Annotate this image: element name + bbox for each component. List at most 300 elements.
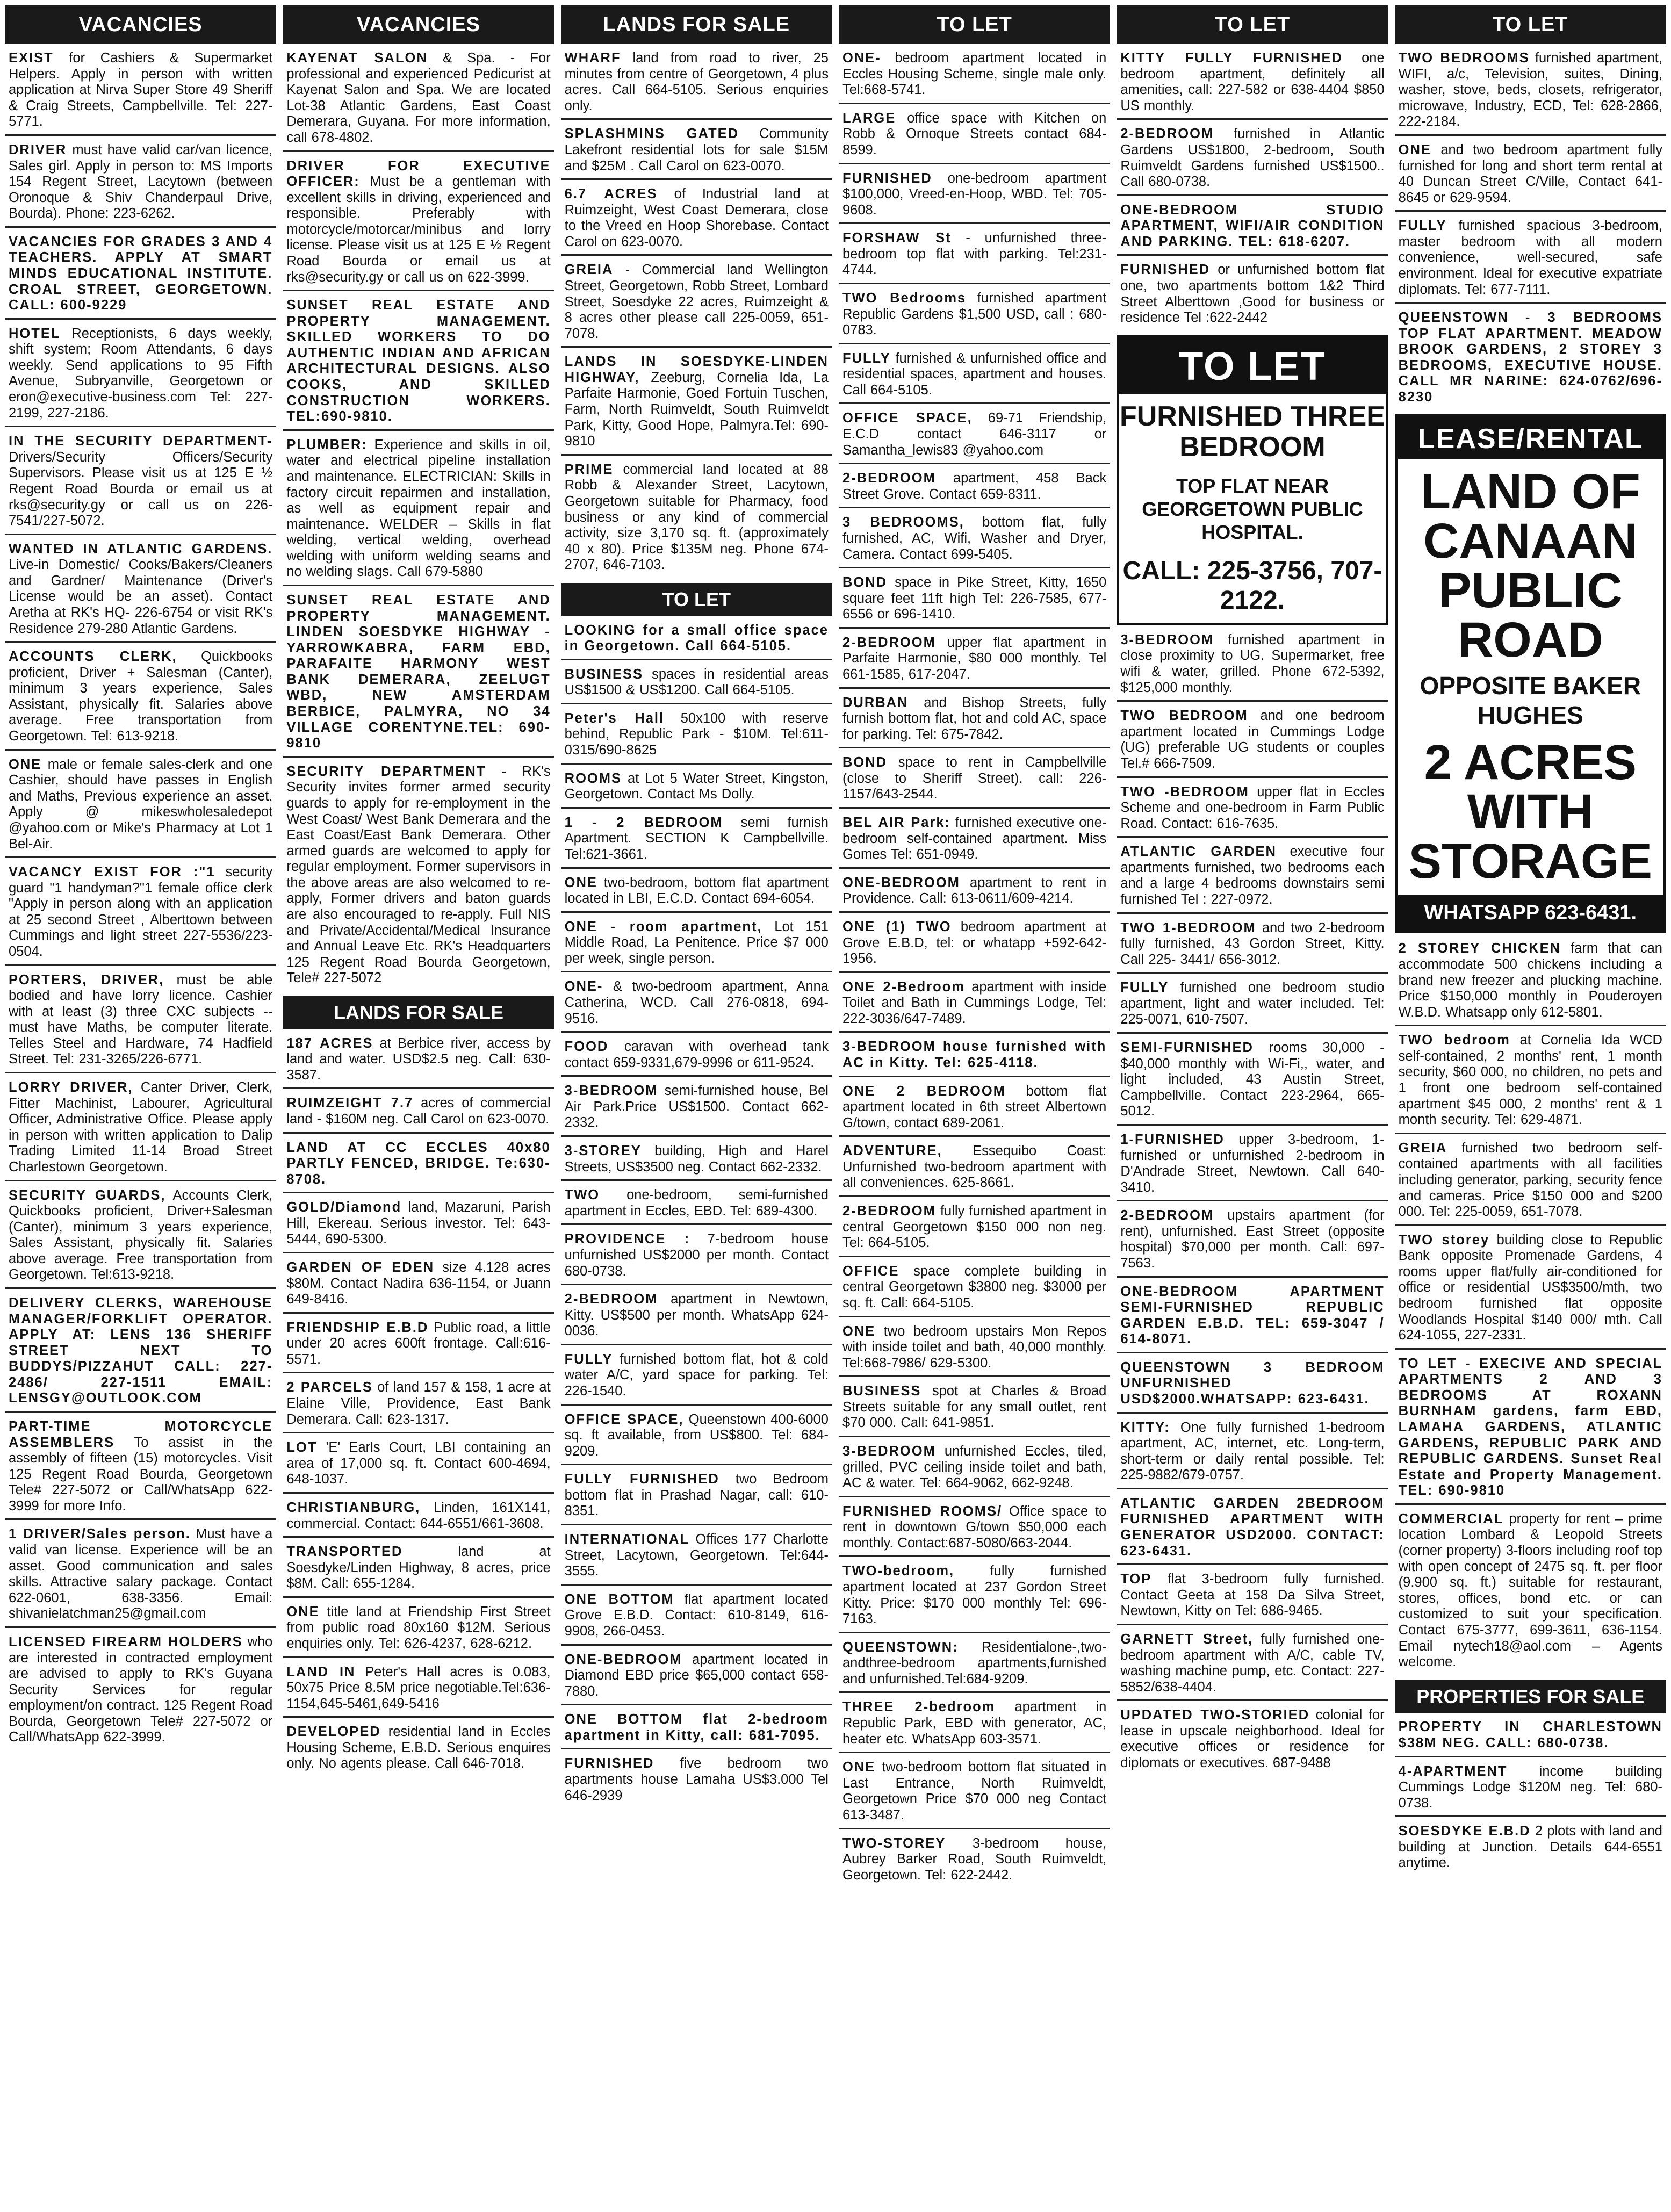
- classified-ad: [561, 1289, 832, 1345]
- classified-ad: [839, 169, 1110, 225]
- ad-text: semi-furnished house, Bel Air Park.Price US$1500. Contact 662-2332.: [564, 1083, 829, 1130]
- ad-lead: 6.7 ACRES: [564, 186, 658, 202]
- classified-ad: [561, 917, 832, 973]
- ad-lead: 1-FURNISHED: [1120, 1132, 1225, 1147]
- ad-text: semi furnish Apartment. SECTION K Campbellville. Tel:621-3661.: [564, 815, 829, 862]
- ad-lead: FULLY: [564, 1351, 613, 1367]
- classified-ad: [1395, 308, 1666, 409]
- classified-ad: [561, 1229, 832, 1285]
- ad-lead: TWO BEDROOM: [1120, 708, 1248, 724]
- classified-ad: [561, 665, 832, 704]
- ad-lead: 3-BEDROOM house furnished with AC in Kitty. Tel: 625-4118.: [842, 1039, 1107, 1070]
- ad-text: who are interested in contracted employment are advised to apply to RK's Guyana Security Services for regular employment/on contract. 125 Regent Road Bourda, Georgetown Tele# 227-5072 or Call/WhatsApp 622-3999.: [9, 1634, 273, 1745]
- ad-text: Drivers/Security Officers/Security Supervisors. Please visit us at 125 E ½ Regent Road Bourda or email us at rks@security.gy or call us on 226-7541/227-5072.: [9, 449, 273, 529]
- classified-ad: [1395, 140, 1666, 212]
- classified-ad: [283, 1318, 553, 1374]
- classified-ad: [839, 1638, 1110, 1694]
- ad-text: Offices 177 Charlotte Street, Lacytown, Georgetown. Tel:644-3555.: [564, 1532, 829, 1579]
- classified-ad: [561, 709, 832, 765]
- ad-lead: ONE (1) TWO: [842, 919, 952, 934]
- ad-text: Lot 151 Middle Road, La Penitence. Price $7 000 per week, single person.: [564, 919, 829, 966]
- classified-ad: [283, 1378, 553, 1433]
- ad-lead: ONE: [842, 1760, 876, 1775]
- ad-text: residential land in Eccles Housing Scheme, E.B.D. Serious enquires only. No agents please. Call 646-7018.: [286, 1724, 551, 1771]
- classified-ad: [5, 1632, 276, 1750]
- ad-lead: SUNSET REAL ESTATE AND PROPERTY MANAGEMENT. SKILLED WORKERS TO DO AUTHENTIC INDIAN AND AFRICAN ARCHITECTURAL DESIGNS. ALSO COOKS, AND SKILLED CONSTRUCTION WORKERS. TEL:690-9810.: [286, 298, 551, 424]
- ads-list: [283, 1034, 553, 1776]
- ad-text: furnished apartment Republic Gardens $1,500 USD, call : 680-0783.: [842, 291, 1107, 338]
- ad-lead: TWO Bedrooms: [842, 291, 967, 306]
- ads-list: [1395, 939, 1666, 1674]
- classified-ad: [561, 1469, 832, 1525]
- column-6: [1395, 5, 1666, 2208]
- ad-text: one bedroom apartment, definitely all amenities, call: 227-582 or 638-4404 $850 US monthly.: [1120, 51, 1385, 113]
- classified-ad: [561, 1350, 832, 1406]
- ad-text: upper flat in Eccles Scheme and one-bedroom in Farm Public Road. Contact: 616-7635.: [1120, 784, 1385, 831]
- ad-lead: 3-BEDROOM: [842, 1443, 936, 1459]
- ad-text: furnished executive one-bedroom self-contained apartment. Miss Gomes Tel: 651-0949.: [842, 815, 1107, 862]
- classified-ad: [5, 232, 276, 320]
- ad-lead: 2-BEDROOM: [564, 1292, 658, 1307]
- ad-text: for Cashiers & Supermarket Helpers. Apply in person with written application at Nirva Super Store 49 Sheriff & Craig Streets, Campbellville. Tel: 227-5771.: [9, 51, 273, 129]
- ad-lead: 2-BEDROOM: [842, 471, 936, 486]
- classified-ad: [561, 1754, 832, 1808]
- classified-ad: [1117, 630, 1387, 702]
- ad-text: Zeeburg, Cornelia Ida, La Parfaite Harmonie, Goed Fortuin Tuschen, Farm, North Ruimveldt, South Ruimveldt Park, Kitty, Good Hope, Palmyra.Tel: 690-9810: [564, 370, 829, 449]
- ad-text: Must be a gentleman with excellent skills in driving, experienced and responsible. Preferably with motorcycle/motorcar/minibus and lorry license. Please visit us at 125 E ½ Regent Road Bourda or email us at rks@security.gy or call us on 622-3999.: [286, 174, 551, 285]
- column-2: [283, 5, 553, 2208]
- ad-text: apartment in Newtown, Kitty. US$500 per month. WhatsApp 624-0036.: [564, 1292, 829, 1339]
- classified-ad: [1117, 200, 1387, 256]
- ad-lead: DRIVER: [9, 142, 67, 157]
- ad-text: fully furnished apartment located at 237 Gordon Street Kitty. Price: $170 000 monthly Tel: 696-7163.: [842, 1563, 1107, 1627]
- classified-ad: [283, 1138, 553, 1194]
- ad-lead: 2-BEDROOM: [1120, 1208, 1214, 1223]
- ad-text: furnished in Atlantic Gardens US$1800, 2-bedroom, South Ruimveldt Gardens furnished US$1500.. Call 680-0738.: [1120, 126, 1385, 190]
- ad-lead: QUEENSTOWN - 3 BEDROOMS TOP FLAT APARTMENT. MEADOW BROOK GARDENS, 2 STOREY 3 BEDROOMS, EXECUTIVE HOUSE. CALL MR NARINE: 624-0762/696-8230: [1398, 310, 1662, 405]
- ad-text: fully furnished apartment in central Georgetown $150 000 non neg. Tel: 664-5105.: [842, 1204, 1107, 1251]
- ad-lead: 1 DRIVER/Sales person.: [9, 1526, 191, 1542]
- ad-lead: TWO-bedroom,: [842, 1563, 955, 1579]
- ad-lead: FURNISHED: [842, 170, 932, 186]
- ad-text: size 4.128 acres $80M. Contact Nadira 636-1154, or Juann 649-8416.: [286, 1259, 551, 1307]
- ad-text: Live-in Domestic/ Cooks/Bakers/Cleaners and Gardner/ Maintenance (Driver's License would be an asset). Contact Aretha at RK's HQ- 226-6754 or visit RK's Residence 279-280 Atlantic Gardens.: [9, 557, 273, 636]
- classified-ad: [283, 156, 553, 292]
- ad-lead: 2-BEDROOM: [842, 635, 936, 650]
- ad-text: Canter Driver, Clerk, Fitter Machinist, Labourer, Agricultural Officer, Administrative Office. Please apply in person with written application to Dalip Trading Limited 11-14 Broad Street Charlestown Georgetown.: [9, 1080, 273, 1175]
- lease-ad-heading: LEASE/RENTAL: [1398, 416, 1663, 459]
- classified-ad: [561, 977, 832, 1033]
- classified-ad: [839, 228, 1110, 284]
- classified-ad: [839, 633, 1110, 689]
- ad-lead: RUIMZEIGHT 7.7: [286, 1096, 414, 1111]
- classified-ad: [1117, 918, 1387, 974]
- classified-columns: [5, 5, 1666, 2208]
- ad-text: and one bedroom apartment located in Cummings Lodge (UG) preferable UG students or couples Tel.# 666-7509.: [1120, 708, 1385, 771]
- ad-lead: ONE-: [564, 979, 603, 995]
- ad-text: Receptionists, 6 days weekly, shift system; Room Attendants, 6 days weekly. Send applications to 95 Fifth Avenue, Subryanville, Georgetown or eron@executive-business.com Tel: 227-2199, 227-2186.: [9, 326, 273, 421]
- ad-text: spaces in residential areas US$1500 & US$1200. Call 664-5105.: [564, 666, 829, 698]
- ad-lead: GREIA: [1398, 1140, 1447, 1156]
- ad-text: and two 2-bedroom fully furnished, 43 Gordon Street, Kitty. Call 225- 3441/ 656-3012.: [1120, 920, 1385, 967]
- classified-ad: [839, 289, 1110, 344]
- classified-ad: [1117, 1038, 1387, 1126]
- classified-ad: [561, 1037, 832, 1077]
- ad-text: space complete building in central Georgetown $3800 neg. $3000 per sq. ft. Call: 664-5105.: [842, 1263, 1107, 1310]
- ad-lead: ATLANTIC GARDEN: [1120, 844, 1277, 860]
- ad-lead: Peter's Hall: [564, 710, 665, 726]
- ads-list: [561, 48, 832, 578]
- classified-ad: [839, 1502, 1110, 1558]
- classified-ad: [1117, 782, 1387, 838]
- display-ad-box: [1117, 335, 1387, 625]
- ad-lead: VACANCIES FOR GRADES 3 AND 4 TEACHERS. APPLY AT SMART MINDS EDUCATIONAL INSTITUTE. CROAL STREET, GEORGETOWN. CALL: 600-9229: [9, 234, 273, 313]
- column-heading: TO LET: [839, 5, 1110, 44]
- ad-lead: TO LET - EXECIVE AND SPECIAL APARTMENTS 2 AND 3 BEDROOMS AT ROXANN BURNHAM gardens, farm EBD, LAMAHA GARDENS, ATLANTIC GARDENS, REPUBLIC PARK AND REPUBLIC GARDENS. Sunset Real Estate and Property Management. TEL: 690-9810: [1398, 1356, 1662, 1498]
- ad-text: 'E' Earls Court, LBI containing an area of 17,000 sq. ft. Contact 600-4694, 648-1037.: [286, 1440, 551, 1487]
- ad-text: building, High and Harel Streets, US$3500 neg. Contact 662-2332.: [564, 1143, 829, 1175]
- classified-ad: [839, 1697, 1110, 1753]
- ad-lead: 4-APARTMENT: [1398, 1763, 1508, 1779]
- classified-ad: [561, 813, 832, 869]
- classified-ad: [561, 352, 832, 455]
- ad-lead: BUSINESS: [842, 1384, 921, 1399]
- ad-text: Community Lakefront residential lots for sale $15M and $25M . Call Carol on 623-0070.: [564, 126, 829, 174]
- ad-text: flat 3-bedroom fully furnished. Contact Geeta at 158 Da Silva Street, Newtown, Kitty on Tel: 686-9465.: [1120, 1572, 1385, 1619]
- classified-ad: [839, 1442, 1110, 1497]
- column-heading: TO LET: [1395, 5, 1666, 44]
- ad-lead: ONE - room apartment,: [564, 919, 762, 934]
- ad-text: caravan with overhead tank contact 659-9331,679-9996 or 611-9524.: [564, 1039, 829, 1070]
- classified-ad: [283, 435, 553, 586]
- classified-ad: [1395, 1509, 1666, 1675]
- ad-lead: 2 PARCELS: [286, 1380, 373, 1395]
- ad-text: apartment with inside Toilet and Bath in Cummings Lodge, Tel: 222-3036/647-7489.: [842, 979, 1107, 1026]
- classified-ad: [561, 260, 832, 348]
- classified-ad: [561, 1590, 832, 1646]
- ad-text: building close to Republic Bank opposite Promenade Gardens, 4 rooms upper flat/fully air-conditioned for office or residential US$3500/mth, two bedroom furnished flat opposite Woodlands Hospital $140 000/ mth. Call 624-1055, 227-2331.: [1398, 1232, 1662, 1343]
- classified-ad: [839, 408, 1110, 464]
- classified-ad: [839, 1141, 1110, 1197]
- section-heading: TO LET: [561, 583, 832, 616]
- classified-ad: [1395, 939, 1666, 1026]
- ad-lead: SECURITY GUARDS,: [9, 1187, 166, 1203]
- ad-lead: ONE-BEDROOM STUDIO APARTMENT, WIFI/AIR CONDITION AND PARKING. TEL: 618-6207.: [1120, 202, 1385, 249]
- ad-lead: ONE-BEDROOM: [842, 875, 960, 890]
- classified-ad: [283, 1602, 553, 1658]
- ad-text: furnished apartment, WIFI, a/c, Television, suites, Dining, washer, stove, beds, closets, refrigerator, microwave, Industry, ECD, Tel: 628-2866, 222-2184.: [1398, 51, 1662, 129]
- ads-list: [561, 621, 832, 1808]
- column-heading: TO LET: [1117, 5, 1387, 44]
- classified-ad: [561, 184, 832, 256]
- ad-lead: 2 STOREY CHICKEN: [1398, 941, 1561, 956]
- ad-text: Peter's Hall acres is 0.083, 50x75 Price 8.5M price negotiable.Tel:636-1154,645-5461,649-5416: [286, 1664, 551, 1711]
- classified-ad: [283, 1542, 553, 1598]
- ad-lead: ONE-BEDROOM: [564, 1652, 682, 1667]
- ad-text: must be able bodied and have lorry licence. Cashier with at least (3) three CXC subjects -- must have Maths, be computer literate. Telles Steel and Hardware, 74 Hadfield Street. Tel: 231-3265/226-6771.: [9, 972, 273, 1067]
- ad-lead: FOOD: [564, 1039, 609, 1055]
- ad-lead: LARGE: [842, 110, 896, 126]
- ad-text: commercial land located at 88 Robb & Alexander Street, Lacytown, Georgetown suitable for Pharmacy, food business or any kind of commercial activity, size 3,170 sq. ft. (approximately 40 x 80). Price $135M neg. Phone 674-2707, 646-7103.: [564, 462, 829, 573]
- ad-text: bottom flat apartment located in 6th street Albertown G/town, contact 689-2061.: [842, 1083, 1107, 1130]
- classified-ad: [561, 48, 832, 120]
- ad-text: at Cornelia Ida WCD self-contained, 2 months' rent, 1 month security, $60 000, no children, no pets and 1 front one bedroom self-contained apartment $45 000, 2 months' rent & 1 month security. Tel: 629-4871.: [1398, 1033, 1662, 1128]
- ad-lead: TRANSPORTED: [286, 1544, 403, 1560]
- ads-list: [283, 48, 553, 991]
- ad-lead: ONE: [286, 1604, 320, 1619]
- classified-ad: [1395, 1031, 1666, 1134]
- classified-ad: [283, 296, 553, 431]
- ad-lead: SPLASHMINS GATED: [564, 126, 739, 142]
- ad-lead: INTERNATIONAL: [564, 1532, 689, 1547]
- ad-lead: LOOKING for a small office space in Georgetown. Call 664-5105.: [564, 622, 829, 654]
- classified-ad: [839, 513, 1110, 568]
- classified-ad: [1395, 216, 1666, 304]
- ad-text: space in Pike Street, Kitty, 1650 square feet 11ft high Tel: 226-7585, 677-6556 or 696-1410.: [842, 575, 1107, 622]
- classified-ad: [561, 460, 832, 578]
- ad-text: flat apartment located Grove E.B.D. Contact: 610-8149, 616-9908, 266-0453.: [564, 1591, 829, 1639]
- ad-lead: COMMERCIAL: [1398, 1511, 1504, 1526]
- ad-lead: LAND AT CC ECCLES 40x80 PARTLY FENCED, BRIDGE. Te:630-8708.: [286, 1140, 551, 1187]
- ad-text: To assist in the assembly of fifteen (15) motorcycles. Visit 125 Regent Road Bourda, Georgetown Tele# 227-5072 or Call/WhatsApp 622-3999 for more Info.: [9, 1435, 273, 1514]
- classified-ad: [5, 1293, 276, 1413]
- ad-lead: TWO bedroom: [1398, 1033, 1510, 1048]
- ad-lead: 3-BEDROOM: [564, 1083, 658, 1099]
- classified-ad: [5, 970, 276, 1073]
- ad-text: at Lot 5 Water Street, Kingston, Georgetown. Contact Ms Dolly.: [564, 770, 829, 802]
- ad-lead: QUEENSTOWN 3 BEDROOM UNFURNISHED USD$2000.WHATSAPP: 623-6431.: [1120, 1359, 1385, 1407]
- ad-lead: BEL AIR Park:: [842, 815, 951, 831]
- ad-lead: FURNISHED ROOMS/: [842, 1503, 1003, 1519]
- ad-text: apartment in Republic Park, EBD with generator, AC, heater etc. WhatsApp 603-3571.: [842, 1699, 1107, 1747]
- ad-lead: TOP: [1120, 1572, 1152, 1587]
- classified-ad: [283, 1034, 553, 1090]
- ads-list: [5, 48, 276, 1750]
- ad-lead: PRIME: [564, 462, 614, 477]
- ad-text: Experience and skills in oil, water and electrical pipeline installation and maintenance. ELECTRICIAN: Skills in factory circuit repairmen and installation, as well as equipment repair and maintenance. WELDER – Skills in flat welding, vertical welding, overhead welding with uniform welding seams and no welding slags. Call 679-5880: [286, 437, 551, 580]
- classified-ad: [5, 862, 276, 966]
- ad-lead: KITTY FULLY FURNISHED: [1120, 51, 1343, 66]
- ad-lead: FORSHAW St: [842, 230, 952, 246]
- classified-ad: [1395, 1821, 1666, 1876]
- ad-text: office space with Kitchen on Robb & Ornoque Streets contact 684-8599.: [842, 110, 1107, 157]
- ad-lead: GOLD/Diamond: [286, 1200, 402, 1215]
- ad-lead: FRIENDSHIP E.B.D: [286, 1320, 429, 1335]
- classified-ad: [5, 1524, 276, 1627]
- ad-text: furnished one bedroom studio apartment, light and water included. Tel: 225-0071, 610-7507.: [1120, 980, 1385, 1027]
- classified-ad: [839, 977, 1110, 1033]
- classified-ad: [5, 1186, 276, 1289]
- ads-list: [1395, 1717, 1666, 1876]
- ad-lead: PART-TIME MOTORCYCLE ASSEMBLERS: [9, 1419, 273, 1450]
- ad-text: apartment, 458 Back Street Grove. Contact 659-8311.: [842, 471, 1107, 502]
- ad-text: bottom flat, fully furnished, AC, Wifi, Washer and Dryer, Camera. Contact 699-5405.: [842, 515, 1107, 562]
- column-3: [561, 5, 832, 2208]
- ad-lead: BOND: [842, 575, 888, 590]
- ad-lead: FULLY FURNISHED: [564, 1472, 719, 1487]
- ad-text: bedroom apartment at Grove E.B.D, tel: or whatapp +592-642-1956.: [842, 919, 1107, 967]
- classified-ad: [5, 48, 276, 136]
- ad-lead: ROOMS: [564, 770, 622, 786]
- ad-text: executive four apartments furnished, two bedrooms each and a large 4 bedrooms downstairs semi furnished Tel : 227-0972.: [1120, 844, 1385, 907]
- ad-text: & Spa. - For professional and experienced Pedicurist at Kayenat Salon and Spa. We are located Lot-38 Atlantic Gardens, East Coast Demerara, Guyana. For more information, call 678-4802.: [286, 51, 551, 145]
- classified-ad: [839, 1561, 1110, 1633]
- ad-lead: LICENSED FIREARM HOLDERS: [9, 1634, 243, 1649]
- ad-lead: ONE 2 BEDROOM: [842, 1083, 1006, 1099]
- classified-ad: [1117, 1130, 1387, 1201]
- classified-ad: [5, 1417, 276, 1520]
- ad-text: One fully furnished 1-bedroom apartment, AC, internet, etc. Long-term, short-term or daily rental possible. Tel: 225-9882/679-0757.: [1120, 1420, 1385, 1483]
- ad-text: fully furnished one-bedroom apartment with A/C, cable TV, washing machine pump, etc. Contact: 227-5852/638-4404.: [1120, 1631, 1385, 1695]
- display-ad-phone: CALL: 225-3756, 707-2122.: [1122, 556, 1382, 615]
- lease-ad-location: LAND OF CANAAN PUBLIC ROAD: [1420, 464, 1640, 667]
- ad-text: one-bedroom apartment $100,000, Vreed-en-Hoop, WBD. Tel: 705-9608.: [842, 170, 1107, 218]
- classified-ad: [561, 1410, 832, 1466]
- classified-ad: [283, 762, 553, 991]
- ad-text: Quickbooks proficient, Driver + Salesman (Canter), minimum 3 years experience, Sales Assistant, physically fit. Salaries above average. Free transportation from Georgetown. Tel: 613-9218.: [9, 649, 273, 744]
- ad-text: upper 3-bedroom, 1-furnished or unfurnished 2-bedroom in D'Andrade Street, Newtown. Call 640-3410.: [1120, 1132, 1385, 1195]
- classified-ad: [5, 140, 276, 228]
- ads-list: [1117, 48, 1387, 330]
- column-heading: VACANCIES: [5, 5, 276, 44]
- lease-ad-contact: WHATSAPP 623-6431.: [1398, 895, 1663, 931]
- classified-ad: [1117, 706, 1387, 777]
- ad-text: male or female sales-clerk and one Cashier, should have passes in English and Maths, Previous experience an asset. Apply @ mikeswholesaledepot @yahoo.com or Mike's Pharmacy at Lot 1 Bel-Air.: [9, 756, 273, 852]
- classified-ad: [839, 873, 1110, 913]
- classified-ad: [839, 1322, 1110, 1378]
- ad-lead: GARDEN OF EDEN: [286, 1259, 435, 1275]
- ad-lead: DURBAN: [842, 695, 909, 710]
- ad-lead: CHRISTIANBURG,: [286, 1500, 421, 1515]
- lease-ad-box: [1395, 414, 1666, 934]
- classified-ad: [839, 1082, 1110, 1137]
- classified-ad: [283, 1498, 553, 1538]
- ad-lead: QUEENSTOWN:: [842, 1639, 959, 1655]
- ad-text: title land at Friendship First Street from public road 80x160 $12M. Serious enquiries only. Tel: 626-4237, 628-6212.: [286, 1604, 551, 1651]
- ad-lead: 3-STOREY: [564, 1143, 642, 1159]
- classified-ad: [283, 1198, 553, 1253]
- ad-text: & two-bedroom apartment, Anna Catherina, WCD. Call 276-0818, 694-9516.: [564, 979, 829, 1026]
- ad-text: must have valid car/van licence, Sales girl. Apply in person to: MS Imports 154 Regent Street, Lacytown (between Oronoque & Shiv Chanderpaul Drive, Bourda). Phone: 223-6262.: [9, 142, 273, 221]
- ad-lead: ONE-: [842, 51, 881, 66]
- ad-text: two Bedroom bottom flat in Prashad Nagar, call: 610-8351.: [564, 1472, 829, 1519]
- classified-ad: [839, 1757, 1110, 1829]
- classified-ad: [5, 755, 276, 858]
- ad-lead: VACANCY EXIST FOR :"1: [9, 864, 215, 880]
- ad-text: of land 157 & 158, 1 acre at Elaine Ville, Providence, East Bank Demerara. Call: 623-1317.: [286, 1380, 551, 1427]
- ad-lead: THREE 2-bedroom: [842, 1699, 996, 1715]
- ad-lead: FULLY: [1120, 980, 1169, 996]
- ad-text: five bedroom two apartments house Lamaha US$3.000 Tel 646-2939: [564, 1756, 829, 1803]
- ad-lead: GREIA: [564, 262, 614, 278]
- ad-lead: SECURITY DEPARTMENT: [286, 763, 486, 779]
- classified-ad: [1395, 1230, 1666, 1350]
- ad-lead: FULLY: [842, 350, 891, 366]
- classified-ad: [1117, 1206, 1387, 1277]
- ad-text: furnished apartment in close proximity to UG. Supermarket, free wifi & water, grilled. Phone 672-5392, $125,000 monthly.: [1120, 632, 1385, 695]
- ad-text: Accounts Clerk, Quickbooks proficient, Driver+Salesman (Canter), minimum 3 years experience, Sales Assistant, physically fit. Salaries above average. Free transportation from Georgetown. Tel:613-9218.: [9, 1187, 273, 1282]
- ad-lead: ACCOUNTS CLERK,: [9, 649, 177, 665]
- classified-ad: [283, 1662, 553, 1718]
- ad-text: space to rent in Campbellville (close to Sheriff Street). call: 226-1157/643-2544.: [842, 755, 1107, 802]
- ad-lead: SOESDYKE E.B.D: [1398, 1824, 1531, 1839]
- ad-text: bedroom apartment located in Eccles Housing Scheme, single male only. Tel:668-5741.: [842, 51, 1107, 98]
- display-ad-location: TOP FLAT NEAR GEORGETOWN PUBLIC HOSPITAL.: [1142, 474, 1363, 544]
- ad-lead: 3-BEDROOM: [1120, 632, 1214, 647]
- ad-text: income building Cummings Lodge $120M neg. Tel: 680-0738.: [1398, 1763, 1662, 1811]
- ad-lead: ADVENTURE,: [842, 1143, 942, 1159]
- ad-text: furnished & unfurnished office and residential spaces, apartment and houses. Call 664-5105.: [842, 350, 1107, 398]
- ad-text: furnished bottom flat, hot & cold water A/C, yard space for parking. Tel: 226-1540.: [564, 1351, 829, 1399]
- ad-text: - unfurnished three-bedroom top flat with parking. Tel:231-4744.: [842, 230, 1107, 278]
- ad-lead: ONE BOTTOM flat 2-bedroom apartment in Kitty, call: 681-7095.: [564, 1712, 829, 1743]
- classified-ad: [1117, 1358, 1387, 1414]
- classified-ad: [5, 431, 276, 535]
- ads-list: [1117, 630, 1387, 1776]
- ad-text: furnished spacious 3-bedroom, master bedroom with all modern convenience, well-secured, safe environment. Ideal for executive expatriate diplomats. Tel: 677-7111.: [1398, 218, 1662, 297]
- ad-text: two bedroom upstairs Mon Repos with inside toilet and bath, 40,000 monthly. Tel:668-7986/ 629-5300.: [842, 1323, 1107, 1371]
- ad-lead: ONE: [9, 756, 42, 772]
- classified-ad: [839, 753, 1110, 809]
- classified-ad: [561, 621, 832, 660]
- classified-ad: [839, 1381, 1110, 1437]
- classified-ad: [839, 917, 1110, 973]
- classified-ad: [1117, 124, 1387, 196]
- classified-ad: [561, 1530, 832, 1586]
- ad-lead: OFFICE SPACE,: [564, 1411, 684, 1427]
- ad-lead: SUNSET REAL ESTATE AND PROPERTY MANAGEMENT. LINDEN SOESDYKE HIGHWAY - YARROWKABRA, FARM EBD, PARAFAITE HARMONY WEST BANK DEMERARA, ZEELUGT WBD, NEW AMSTERDAM BERBICE, PALMYRA, NO 34 VILLAGE CORENTYNE.TEL: 690-9810: [286, 593, 551, 751]
- section-heading: LANDS FOR SALE: [283, 996, 553, 1029]
- column-1: [5, 5, 276, 2208]
- classified-ad: [839, 1834, 1110, 1888]
- display-ad-title: FURNISHED THREE BEDROOM: [1119, 400, 1385, 463]
- ad-lead: FURNISHED: [1120, 262, 1211, 278]
- classified-ad: [1395, 1354, 1666, 1505]
- ad-lead: TWO-STOREY: [842, 1835, 946, 1851]
- ads-list: [1395, 48, 1666, 410]
- ad-text: furnished two bedroom self-contained apartments with all facilities including generator, parking, security fence and cameras. Price $150 000 and $200 000. Tel: 225-0059, 651-7078.: [1398, 1140, 1662, 1220]
- classified-ad: [839, 1037, 1110, 1077]
- column-5: [1117, 5, 1387, 2208]
- ad-lead: PROVIDENCE :: [564, 1231, 690, 1247]
- classified-ad: [283, 590, 553, 758]
- ad-lead: SEMI-FURNISHED: [1120, 1040, 1254, 1056]
- ad-lead: HOTEL: [9, 326, 61, 341]
- ad-lead: BOND: [842, 755, 888, 770]
- ad-lead: 1 - 2 BEDROOM: [564, 815, 723, 830]
- ad-text: one-bedroom, semi-furnished apartment in Eccles, EBD. Tel: 689-4300.: [564, 1187, 829, 1219]
- classified-ad: [1117, 260, 1387, 330]
- ad-text: spot at Charles & Broad Streets suitable for any small outlet, rent $70 000. Call: 641-9851.: [842, 1384, 1107, 1431]
- ad-lead: ONE: [564, 875, 597, 890]
- column-4: [839, 5, 1110, 2208]
- classified-ad: [1117, 1282, 1387, 1353]
- ad-text: land at Soesdyke/Linden Highway, 8 acres, price $8M. Call: 655-1284.: [286, 1544, 551, 1591]
- ad-text: two-bedroom bottom flat situated in Last Entrance, North Ruimveldt, Georgetown Price $70 000 neg Contact 613-3487.: [842, 1760, 1107, 1822]
- classified-ad: [839, 693, 1110, 749]
- ad-text: colonial for lease in upscale neighborhood. Ideal for executive offices or residence for diplomats or executives. 687-9488: [1120, 1707, 1385, 1770]
- ad-lead: ONE-BEDROOM APARTMENT SEMI-FURNISHED REPUBLIC GARDEN E.B.D. TEL: 659-3047 / 614-8071.: [1120, 1284, 1385, 1347]
- ad-text: - Commercial land Wellington Street, Georgetown, Robb Street, Lombard Street, Soesdyke 22 acres, Ruimzeight & 8 acres other please call 225-0059, 651-7078.: [564, 262, 829, 341]
- ad-text: 50x100 with reserve behind, Republic Park - $10M. Tel:611-0315/690-8625: [564, 710, 829, 758]
- ads-list: [839, 48, 1110, 1887]
- ad-lead: LORRY DRIVER,: [9, 1080, 133, 1096]
- classified-ad: [1117, 1418, 1387, 1489]
- ad-text: Residentialone-,two-andthree-bedroom apartments,furnished and unfurnished.Tel:684-9209.: [842, 1639, 1107, 1687]
- ad-lead: FURNISHED: [564, 1756, 654, 1771]
- ad-text: and two bedroom apartment fully furnished for long and short term rental at 40 Duncan Street C/Ville, Contact 641-8645 or 629-9594.: [1398, 142, 1662, 205]
- ad-lead: ONE: [842, 1323, 876, 1339]
